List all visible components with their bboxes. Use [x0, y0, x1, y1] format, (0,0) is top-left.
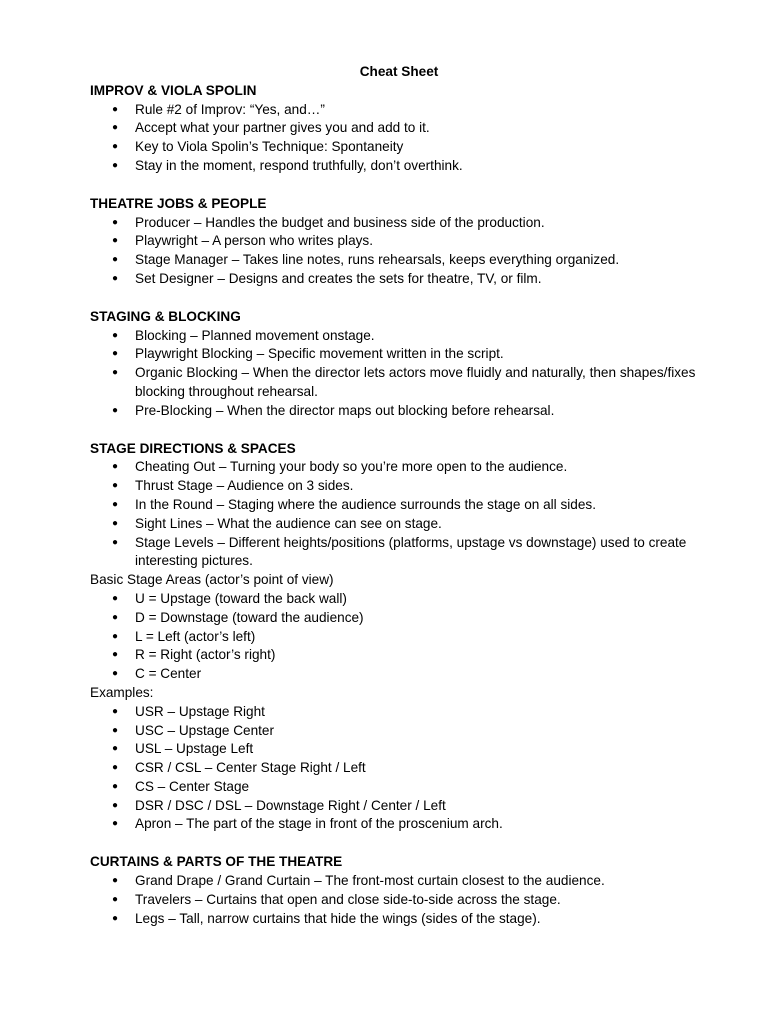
list-item: ● Playwright – A person who writes plays.: [90, 232, 708, 251]
subsection-label-examples: Examples:: [90, 684, 154, 700]
list-item: ● CSR / CSL – Center Stage Right / Left: [90, 759, 708, 778]
list-item: ● Cheating Out – Turning your body so you’re more open to the audience.: [90, 458, 708, 477]
list-item: ● Rule #2 of Improv: “Yes, and…”: [90, 101, 708, 120]
section-heading-theatre-jobs: THEATRE JOBS & PEOPLE: [90, 195, 267, 211]
improv-list: [90, 101, 708, 176]
list-item: ● D = Downstage (toward the audience): [90, 609, 708, 628]
list-item: ● Legs – Tall, narrow curtains that hide the wings (sides of the stage).: [90, 910, 708, 929]
list-item: ● R = Right (actor’s right): [90, 646, 708, 665]
staging-list: [90, 327, 708, 421]
list-item: ● CS – Center Stage: [90, 778, 708, 797]
list-item: ● Key to Viola Spolin’s Technique: Spontaneity: [90, 138, 708, 157]
list-item: ● USR – Upstage Right: [90, 703, 708, 722]
section-spacer: [90, 176, 708, 195]
list-item: ● DSR / DSC / DSL – Downstage Right / Center / Left: [90, 797, 708, 816]
list-item: ● USC – Upstage Center: [90, 722, 708, 741]
list-item: ● Set Designer – Designs and creates the sets for theatre, TV, or film.: [90, 270, 708, 289]
document-title: Cheat Sheet: [359, 64, 439, 79]
section-heading-stage-directions: STAGE DIRECTIONS & SPACES: [90, 440, 296, 456]
list-item: ● Playwright Blocking – Specific movement written in the script.: [90, 345, 708, 364]
section-heading-improv: IMPROV & VIOLA SPOLIN: [90, 82, 257, 98]
section-spacer: [90, 289, 708, 308]
list-item: ● Organic Blocking – When the director lets actors move fluidly and naturally, then shapes/fixes blocking throughout rehearsal.: [90, 364, 708, 402]
curtains-list: [90, 872, 708, 928]
list-item: ● L = Left (actor’s left): [90, 628, 708, 647]
section-spacer: [90, 421, 708, 440]
section-heading-staging: STAGING & BLOCKING: [90, 308, 241, 324]
list-item: ● Apron – The part of the stage in front of the proscenium arch.: [90, 815, 708, 834]
list-item: ● Stay in the moment, respond truthfully, don’t overthink.: [90, 157, 708, 176]
list-item: ● Producer – Handles the budget and business side of the production.: [90, 214, 708, 233]
list-item: ● Sight Lines – What the audience can see on stage.: [90, 515, 708, 534]
section-heading-curtains: CURTAINS & PARTS OF THE THEATRE: [90, 854, 343, 870]
list-item: ● U = Upstage (toward the back wall): [90, 590, 708, 609]
list-item: ● Travelers – Curtains that open and close side-to-side across the stage.: [90, 891, 708, 910]
list-item: ● C = Center: [90, 665, 708, 684]
section-spacer: [90, 834, 708, 853]
list-item: ● Thrust Stage – Audience on 3 sides.: [90, 477, 708, 496]
subsection-label-stage-areas: Basic Stage Areas (actor’s point of view): [90, 572, 334, 588]
list-item: ● In the Round – Staging where the audience surrounds the stage on all sides.: [90, 496, 708, 515]
examples-list: [90, 703, 708, 835]
list-item: ● Stage Levels – Different heights/positions (platforms, upstage vs downstage) used to create interesting pictures.: [90, 534, 708, 572]
list-item: ● Blocking – Planned movement onstage.: [90, 327, 708, 346]
list-item: ● Pre-Blocking – When the director maps out blocking before rehearsal.: [90, 402, 708, 421]
list-item: ● Accept what your partner gives you and add to it.: [90, 119, 708, 138]
stage-directions-list: [90, 458, 708, 571]
list-item: ● Stage Manager – Takes line notes, runs rehearsals, keeps everything organized.: [90, 251, 708, 270]
theatre-jobs-list: [90, 214, 708, 289]
list-item: ● USL – Upstage Left: [90, 740, 708, 759]
list-item: ● Grand Drape / Grand Curtain – The front-most curtain closest to the audience.: [90, 872, 708, 891]
stage-areas-list: [90, 590, 708, 684]
